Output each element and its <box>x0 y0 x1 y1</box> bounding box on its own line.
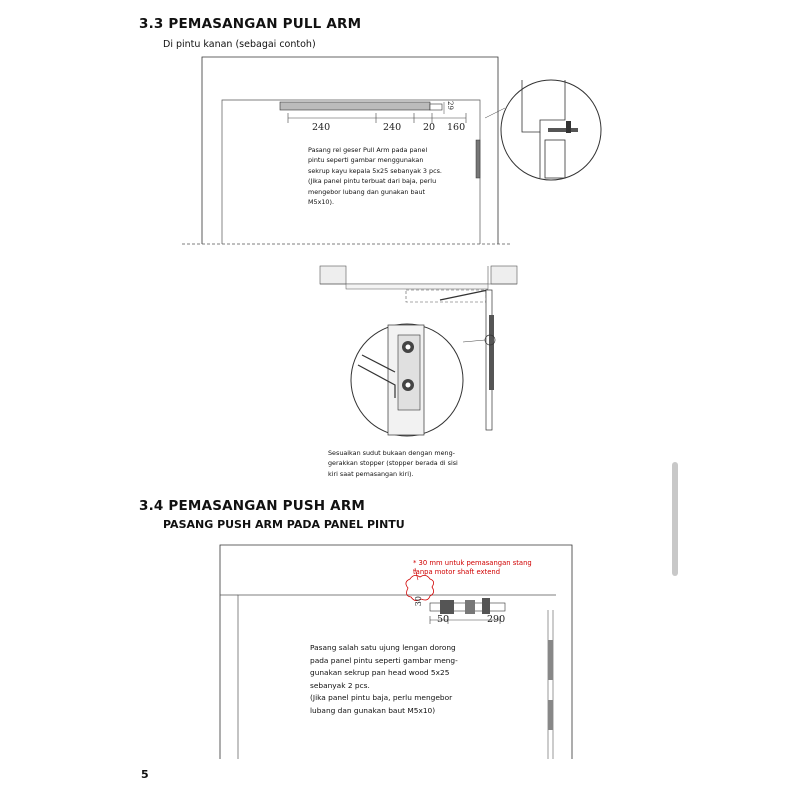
pull-arm-instruction-1-line: (Jika panel pintu terbuat dari baja, perlu <box>308 177 437 186</box>
dim-50: 50 <box>437 614 450 625</box>
section-3-3-subtitle: Di pintu kanan (sebagai contoh) <box>163 39 316 50</box>
dim-160: 160 <box>447 122 466 133</box>
pull-arm-instruction-1-line: Pasang rel geser Pull Arm pada panel <box>308 146 428 154</box>
dim-29: 29 <box>446 101 454 110</box>
section-3-4-subtitle: PASANG PUSH ARM PADA PANEL PINTU <box>163 518 405 531</box>
dim-30: 30 <box>414 596 423 607</box>
push-arm-instruction-line: gunakan sekrup pan head wood 5x25 <box>310 668 450 677</box>
pull-arm-instruction-1-line: pintu seperti gambar menggunakan <box>308 156 424 165</box>
pull-arm-instruction-1-line: M5x10). <box>308 198 335 207</box>
page-number: 5 <box>141 768 149 781</box>
pull-arm-instruction-1-line: sekrup kayu kepala 5x25 sebanyak 3 pcs. <box>308 166 442 175</box>
push-arm-instruction-line: lubang dan gunakan baut M5x10) <box>310 705 436 715</box>
push-arm-note-line: tanpa motor shaft extend <box>413 568 501 576</box>
pull-arm-instruction-1-line: mengebor lubang dan gunakan baut <box>308 187 426 196</box>
dim-20: 20 <box>423 122 436 133</box>
section-3-4-title: 3.4 PEMASANGAN PUSH ARM <box>139 498 366 514</box>
pull-arm-instruction-2-line: kiri saat pemasangan kiri). <box>328 469 414 478</box>
vertical-scrollbar-thumb[interactable] <box>672 462 678 576</box>
push-arm-instruction-line: Pasang salah satu ujung lengan dorong <box>310 643 456 652</box>
dim-240-b: 240 <box>383 122 402 133</box>
dim-240-a: 240 <box>312 122 331 133</box>
pull-arm-instruction-2-line: gerakkan stopper (stopper berada di sisi <box>328 459 458 468</box>
dim-290: 290 <box>487 614 506 625</box>
push-arm-instruction-line: pada panel pintu seperti gambar meng- <box>310 655 458 665</box>
push-arm-note <box>413 559 532 577</box>
section-3-3-title: 3.3 PEMASANGAN PULL ARM <box>139 16 362 32</box>
pull-arm-instruction-2-line: Sesuaikan sudut bukaan dengan meng- <box>328 449 455 457</box>
push-arm-note-line: * 30 mm untuk pemasangan stang <box>413 559 532 567</box>
push-arm-instruction-line: sebanyak 2 pcs. <box>310 680 370 690</box>
push-arm-instruction <box>310 642 496 717</box>
push-arm-instruction-line: (Jika panel pintu baja, perlu mengebor <box>310 693 453 702</box>
